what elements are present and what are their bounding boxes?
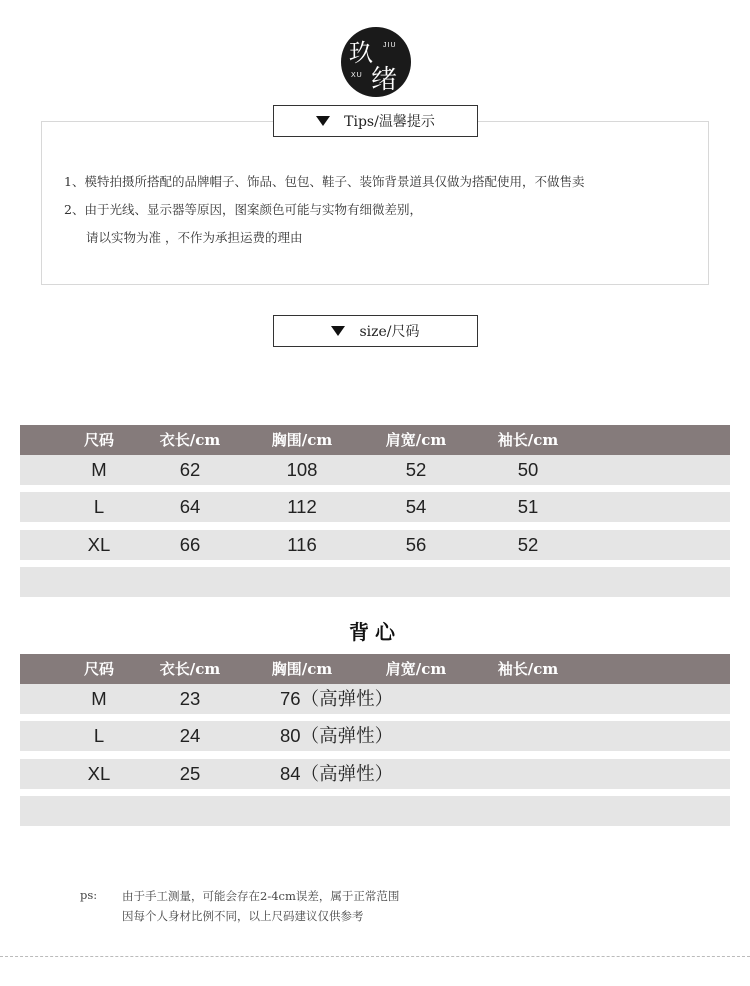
cell-sleeve: 50 [517, 459, 539, 480]
table-row-empty [20, 567, 730, 597]
ps-line-2: 因每个人身材比例不同，以上尺码建议仅供参考 [122, 909, 364, 923]
cell-shoulder: 52 [405, 459, 427, 480]
table-row [20, 759, 730, 789]
cell-sleeve: 52 [517, 534, 539, 555]
cell-sleeve: 51 [517, 496, 539, 517]
col-shoulder: 肩宽/cm [385, 660, 447, 678]
cell-length: 62 [179, 459, 201, 480]
table1-header [20, 425, 730, 455]
cell-chest: 84（高弹性） [280, 763, 394, 784]
col-size: 尺码 [83, 660, 114, 678]
tips-header-label: Tips/温馨提示 [344, 114, 435, 130]
cell-size: L [93, 725, 105, 746]
triangle-down-icon [316, 116, 330, 126]
cell-length: 25 [179, 763, 201, 784]
cell-size: XL [87, 534, 111, 555]
cell-length: 66 [179, 534, 201, 555]
table2-header [20, 654, 730, 684]
ps-line-1: 由于手工测量，可能会存在2-4cm误差，属于正常范围 [122, 889, 400, 903]
dashed-divider [0, 956, 750, 957]
table-row [20, 684, 730, 714]
tip-line-1: 1、模特拍摄所搭配的品牌帽子、饰品、包包、鞋子、装饰背景道具仅做为搭配使用，不做售卖 [64, 174, 585, 189]
logo-latin-1: JIU [383, 42, 397, 49]
col-chest: 胸围/cm [271, 431, 333, 449]
cell-shoulder: 56 [405, 534, 427, 555]
logo-char-2: 绪 [371, 65, 398, 95]
col-chest: 胸围/cm [271, 660, 333, 678]
table-row [20, 721, 730, 751]
cell-length: 64 [179, 496, 201, 517]
cell-chest: 80（高弹性） [280, 725, 394, 746]
col-length: 衣长/cm [159, 660, 221, 678]
cell-size: L [93, 496, 105, 517]
col-size: 尺码 [83, 431, 114, 449]
cell-length: 24 [179, 725, 201, 746]
triangle-down-icon [331, 326, 345, 336]
cell-size: XL [87, 763, 111, 784]
tip-line-2: 2、由于光线、显示器等原因，图案颜色可能与实物有细微差别， [64, 202, 422, 217]
col-shoulder: 肩宽/cm [385, 431, 447, 449]
size-header-label: size/尺码 [359, 324, 420, 340]
cell-size: M [91, 688, 107, 709]
col-sleeve: 袖长/cm [497, 431, 559, 449]
col-length: 衣长/cm [159, 431, 221, 449]
col-sleeve: 袖长/cm [497, 660, 559, 678]
cell-shoulder: 54 [405, 496, 427, 517]
table-row [20, 492, 730, 522]
tips-header [273, 105, 478, 137]
ps-label: ps: [80, 888, 98, 902]
cell-chest: 108 [286, 459, 318, 480]
cell-chest: 76（高弹性） [280, 688, 394, 709]
brand-logo [341, 27, 411, 97]
size-header [273, 315, 478, 347]
logo-char-1: 玖 [349, 39, 373, 67]
table-row [20, 455, 730, 485]
cell-chest: 116 [287, 534, 317, 555]
logo-latin-2: XU [351, 72, 363, 79]
cell-size: M [91, 459, 107, 480]
vest-title: 背心 [349, 620, 401, 644]
table-row-empty [20, 796, 730, 826]
table-row [20, 530, 730, 560]
tip-line-3: 请以实物为准 ，不作为承担运费的理由 [86, 230, 303, 245]
cell-length: 23 [179, 688, 201, 709]
cell-chest: 112 [287, 496, 317, 517]
